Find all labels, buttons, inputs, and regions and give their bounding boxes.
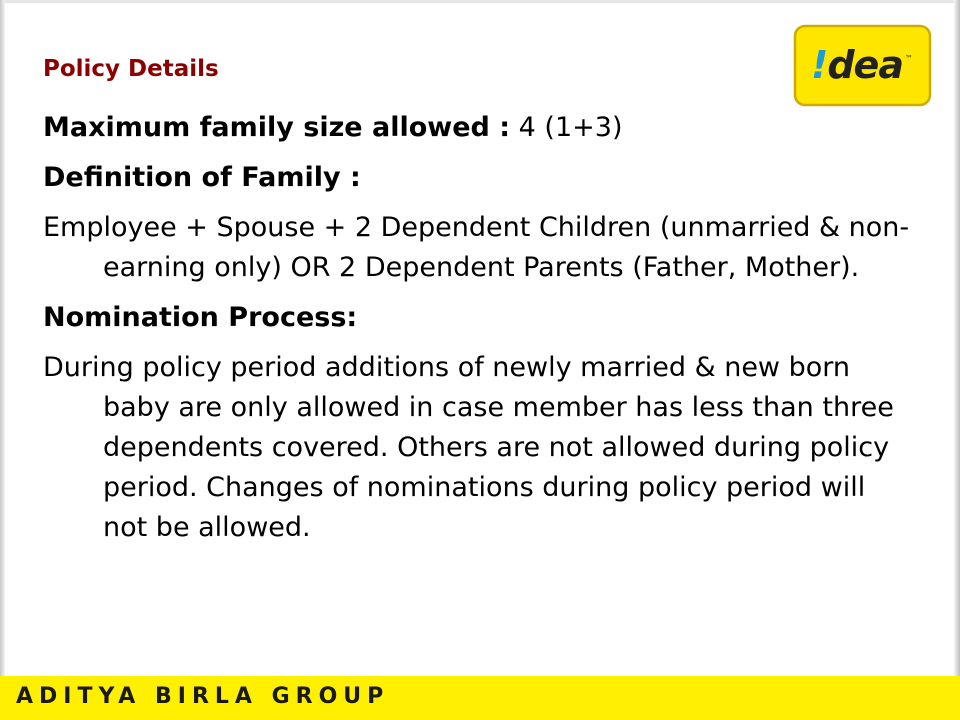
footer-brand-text: ADITYA BIRLA GROUP bbox=[16, 684, 390, 709]
family-size-value: 4 (1+3) bbox=[518, 112, 623, 143]
svg-text:!dea: !dea bbox=[811, 43, 903, 87]
idea-logo bbox=[793, 24, 932, 107]
page-title: Policy Details bbox=[43, 56, 219, 82]
nomination-heading bbox=[43, 298, 913, 338]
svg-text:™: ™ bbox=[905, 54, 913, 63]
family-size-line bbox=[43, 108, 913, 148]
nomination-text: During policy period additions of newly married & new born baby are only allowed in case member has less than three dependents covered. Others are not allowed during policy period. Changes of nominations during policy period will not be allowed. bbox=[43, 352, 894, 543]
family-definition-text: Employee + Spouse + 2 Dependent Children (unmarried & non-earning only) OR 2 Dependent Parents (Father, Mother). bbox=[43, 212, 910, 283]
slide-left-edge bbox=[0, 0, 5, 676]
footer-bar bbox=[0, 676, 960, 720]
slide-right-edge bbox=[954, 0, 960, 676]
nomination-label: Nomination Process: bbox=[43, 302, 358, 333]
idea-logo-icon bbox=[793, 24, 932, 107]
slide-content bbox=[43, 108, 913, 558]
slide-top-edge bbox=[0, 0, 960, 3]
family-definition-heading bbox=[43, 158, 913, 198]
family-size-label: Maximum family size allowed : bbox=[43, 112, 511, 143]
family-definition-label: Definition of Family : bbox=[43, 162, 361, 193]
